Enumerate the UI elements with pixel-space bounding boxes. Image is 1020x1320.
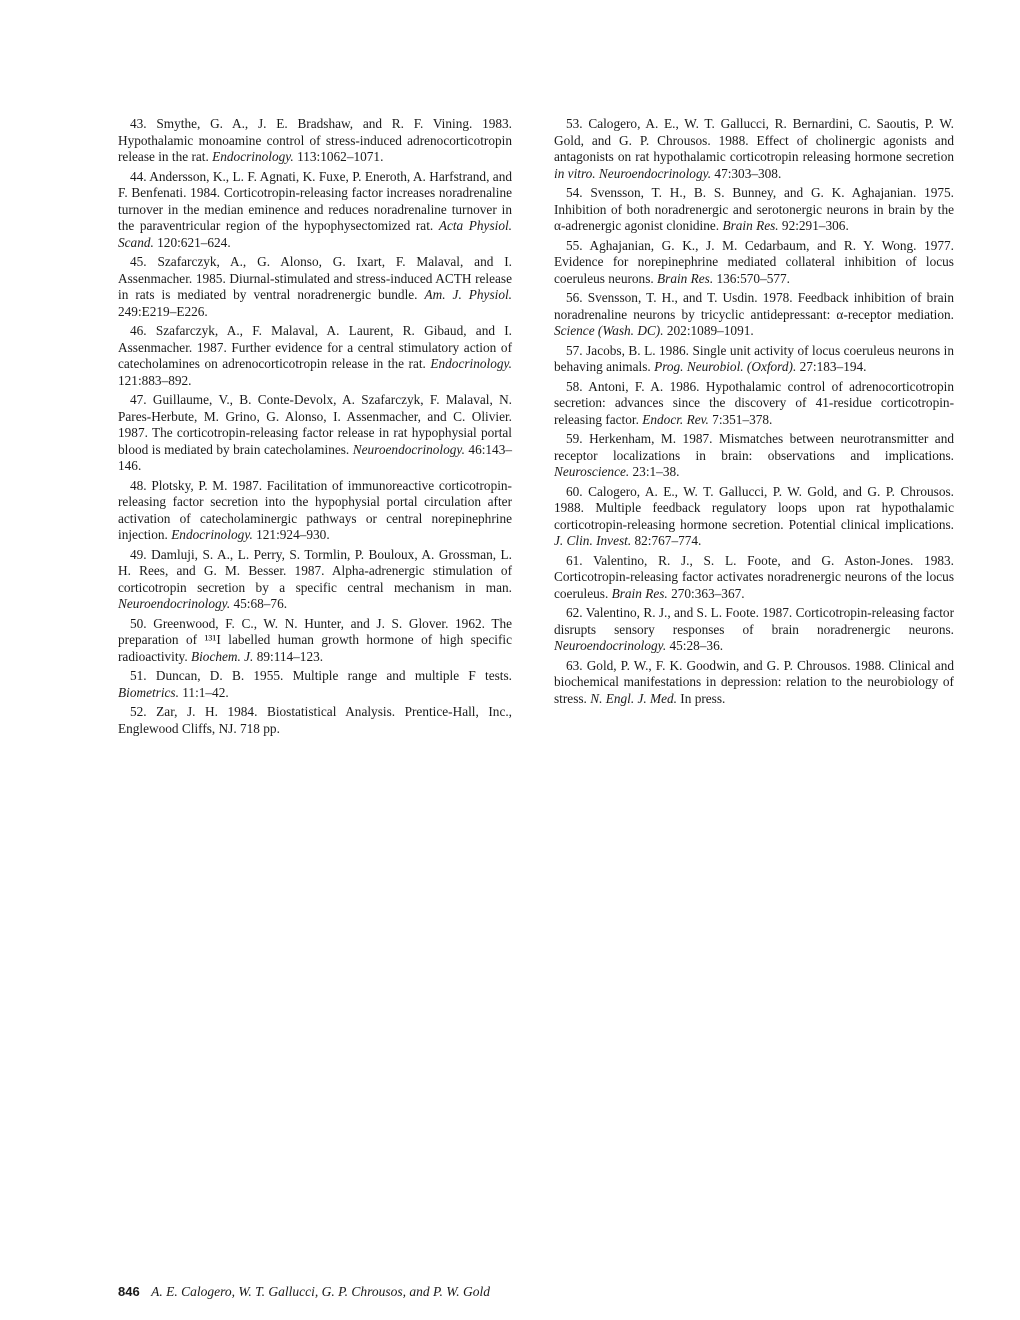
- reference-volume-pages: 121:883–892.: [118, 372, 192, 388]
- reference-text: 53. Calogero, A. E., W. T. Gallucci, R. Bernardini, C. Saoutis, P. W. Gold, and G. P. Chrousos. 1988. Effect of cholinergic agonists and antagonists on rat hypothalamic corticotropin releasing hormone secretion: [554, 116, 954, 164]
- reference-entry: [118, 668, 512, 701]
- reference-volume-pages: 45:68–76.: [230, 596, 288, 611]
- reference-volume-pages: 7:351–378.: [708, 411, 773, 427]
- reference-journal: N. Engl. J. Med.: [590, 690, 677, 706]
- references-right-column: [554, 116, 954, 710]
- reference-journal: in vitro. Neuroendocrinology.: [554, 165, 712, 181]
- reference-entry: [554, 431, 954, 481]
- reference-text: 58. Antoni, F. A. 1986. Hypothalamic control of adrenocorticotropin secretion: advances since the discovery of 41-residue corticotropin-releasing factor.: [554, 378, 954, 427]
- reference-text: 52. Zar, J. H. 1984. Biostatistical Analysis. Prentice-Hall, Inc., Englewood Cliffs, NJ. 718 pp.: [118, 704, 512, 736]
- reference-volume-pages: 89:114–123.: [253, 648, 324, 664]
- reference-volume-pages: 23:1–38.: [629, 464, 680, 479]
- reference-entry: [118, 169, 512, 252]
- reference-journal: Biometrics.: [118, 684, 179, 700]
- reference-journal: Biochem. J.: [190, 648, 254, 664]
- reference-volume-pages: 45:28–36.: [666, 638, 724, 653]
- reference-entry: [118, 116, 512, 166]
- reference-volume-pages: 120:621–624.: [153, 234, 231, 250]
- reference-journal: Am. J. Physiol.: [424, 287, 512, 302]
- reference-entry: [118, 704, 512, 737]
- reference-text: 60. Calogero, A. E., W. T. Gallucci, P. W. Gold, and G. P. Chrousos. 1988. Multiple feedback regulatory loops upon rat hypothalamic corticotropin-releasing hormone secretion. Potential clinical implications.: [554, 483, 954, 532]
- reference-text: 43. Smythe, G. A., J. E. Bradshaw, and R. F. Vining. 1983. Hypothalamic monoamine control of stress-induced adrenocorticotropin release in the rat.: [118, 116, 512, 164]
- reference-entry: [118, 254, 512, 320]
- reference-volume-pages: 136:570–577.: [713, 270, 790, 286]
- reference-journal: Endocrinology.: [171, 527, 253, 542]
- reference-text: 63. Gold, P. W., F. K. Goodwin, and G. P. Chrousos. 1988. Clinical and biochemical manifestations in depression: relation to the neurobiology of stress.: [554, 657, 954, 706]
- reference-text: 54. Svensson, T. H., B. S. Bunney, and G. K. Aghajanian. 1975. Inhibition of both noradrenergic and serotonergic neurons in brain by the α-adrenergic agonist clonidine.: [554, 185, 954, 233]
- reference-journal: Neuroscience.: [554, 464, 630, 479]
- reference-entry: [554, 343, 954, 376]
- reference-text: 59. Herkenham, M. 1987. Mismatches between neurotransmitter and receptor localizations in brain: observations and implications.: [554, 431, 954, 463]
- reference-volume-pages: In press.: [676, 690, 726, 706]
- reference-volume-pages: 270:363–367.: [667, 585, 745, 601]
- reference-text: 46. Szafarczyk, A., F. Malaval, A. Laurent, R. Gibaud, and I. Assenmacher. 1987. Further evidence for a central stimulatory action of catecholamines on adrenocorticotropin release in the rat.: [118, 323, 512, 371]
- reference-text: 61. Valentino, R. J., S. L. Foote, and G. Aston-Jones. 1983. Corticotropin-releasing factor activates noradrenergic neurons of the locus coeruleus.: [554, 552, 954, 601]
- reference-journal: Endocr. Rev.: [642, 411, 709, 427]
- reference-volume-pages: 92:291–306.: [778, 218, 849, 233]
- reference-entry: [554, 605, 954, 655]
- reference-text: 50. Greenwood, F. C., W. N. Hunter, and J. S. Glover. 1962. The preparation of ¹³¹I labelled human growth hormone of high specific radioactivity.: [118, 615, 512, 664]
- reference-journal: Brain Res.: [657, 270, 714, 286]
- reference-text: 57. Jacobs, B. L. 1986. Single unit activity of locus coeruleus neurons in behaving animals.: [554, 342, 954, 374]
- reference-journal: Endocrinology.: [212, 149, 294, 164]
- reference-text: 49. Damluji, S. A., L. Perry, S. Tormlin, P. Bouloux, A. Grossman, L. H. Rees, and G. M. Besser. 1987. Alpha-adrenergic stimulation of corticotropin secretion by a specific central mechanism in man.: [118, 546, 512, 595]
- reference-volume-pages: 11:1–42.: [178, 684, 229, 700]
- reference-journal: Neuroendocrinology.: [118, 596, 231, 611]
- reference-volume-pages: 249:E219–E226.: [118, 303, 208, 319]
- reference-volume-pages: 46:143–146.: [118, 441, 513, 473]
- reference-text: 48. Plotsky, P. M. 1987. Facilitation of immunoreactive corticotropin-releasing factor secretion into the hypophysial portal circulation after activation of catecholaminergic pathways or central norepinephrine injection.: [118, 477, 512, 542]
- reference-volume-pages: 121:924–930.: [252, 527, 330, 542]
- reference-entry: [118, 547, 512, 613]
- reference-entry: [554, 290, 954, 340]
- reference-entry: [554, 484, 954, 550]
- reference-entry: [554, 379, 954, 429]
- reference-entry: [118, 616, 512, 666]
- reference-entry: [554, 553, 954, 603]
- reference-text: 62. Valentino, R. J., and S. L. Foote. 1987. Corticotropin-releasing factor disrupts sensory responses of brain noradrenergic neurons.: [554, 605, 954, 637]
- reference-journal: Science (Wash. DC).: [554, 323, 664, 338]
- reference-text: 55. Aghajanian, G. K., J. M. Cedarbaum, and R. Y. Wong. 1977. Evidence for norepinephrine mediated collateral inhibition of locus coeruleus neurons.: [554, 237, 954, 286]
- reference-volume-pages: 47:303–308.: [711, 165, 782, 181]
- reference-entry: [554, 185, 954, 235]
- reference-journal: Brain Res.: [722, 218, 779, 233]
- reference-entry: [118, 323, 512, 389]
- reference-entry: [554, 238, 954, 288]
- references-left-column: [118, 116, 512, 740]
- reference-volume-pages: 82:767–774.: [631, 533, 702, 548]
- reference-text: 47. Guillaume, V., B. Conte-Devolx, A. Szafarczyk, F. Malaval, N. Pares-Herbute, M. Grino, G. Alonso, I. Assenmacher, and C. Olivier. 1987. The corticotropin-releasing factor release in rat hypophysial portal blood is mediated by brain catecholamines.: [118, 392, 512, 457]
- reference-entry: [554, 658, 954, 708]
- reference-entry: [118, 478, 512, 544]
- page-number: 846: [118, 1284, 140, 1299]
- reference-journal: Neuroendocrinology.: [554, 638, 667, 653]
- reference-journal: Prog. Neurobiol. (Oxford).: [654, 359, 797, 374]
- running-authors: A. E. Calogero, W. T. Gallucci, G. P. Chrousos, and P. W. Gold: [151, 1284, 490, 1299]
- reference-entry: [118, 392, 512, 475]
- page-footer: [118, 1284, 490, 1300]
- reference-text: 56. Svensson, T. H., and T. Usdin. 1978. Feedback inhibition of brain noradrenaline neurons by tricyclic antidepressant: α-receptor mediation.: [554, 290, 954, 322]
- reference-journal: J. Clin. Invest.: [554, 533, 632, 548]
- reference-journal: Neuroendocrinology.: [352, 441, 465, 457]
- reference-journal: Acta Physiol. Scand.: [118, 218, 512, 250]
- reference-volume-pages: 113:1062–1071.: [293, 149, 384, 164]
- reference-text: 51. Duncan, D. B. 1955. Multiple range and multiple F tests.: [130, 668, 512, 683]
- reference-text: 44. Andersson, K., L. F. Agnati, K. Fuxe, P. Eneroth, A. Harfstrand, and F. Benfenati. 1984. Corticotropin-releasing factor increases noradrenaline turnover in the median eminence and reduces noradrenaline turnover in the paraventricular region of the hypophysectomized rat.: [118, 168, 512, 233]
- reference-entry: [554, 116, 954, 182]
- reference-volume-pages: 27:183–194.: [796, 359, 867, 374]
- reference-text: 45. Szafarczyk, A., G. Alonso, G. Ixart, F. Malaval, and I. Assenmacher. 1985. Diurnal-stimulated and stress-induced ACTH release in rats is mediated by ventral noradrenergic bundle.: [118, 254, 512, 302]
- reference-volume-pages: 202:1089–1091.: [663, 323, 754, 338]
- reference-journal: Endocrinology.: [430, 356, 512, 371]
- reference-journal: Brain Res.: [611, 585, 668, 601]
